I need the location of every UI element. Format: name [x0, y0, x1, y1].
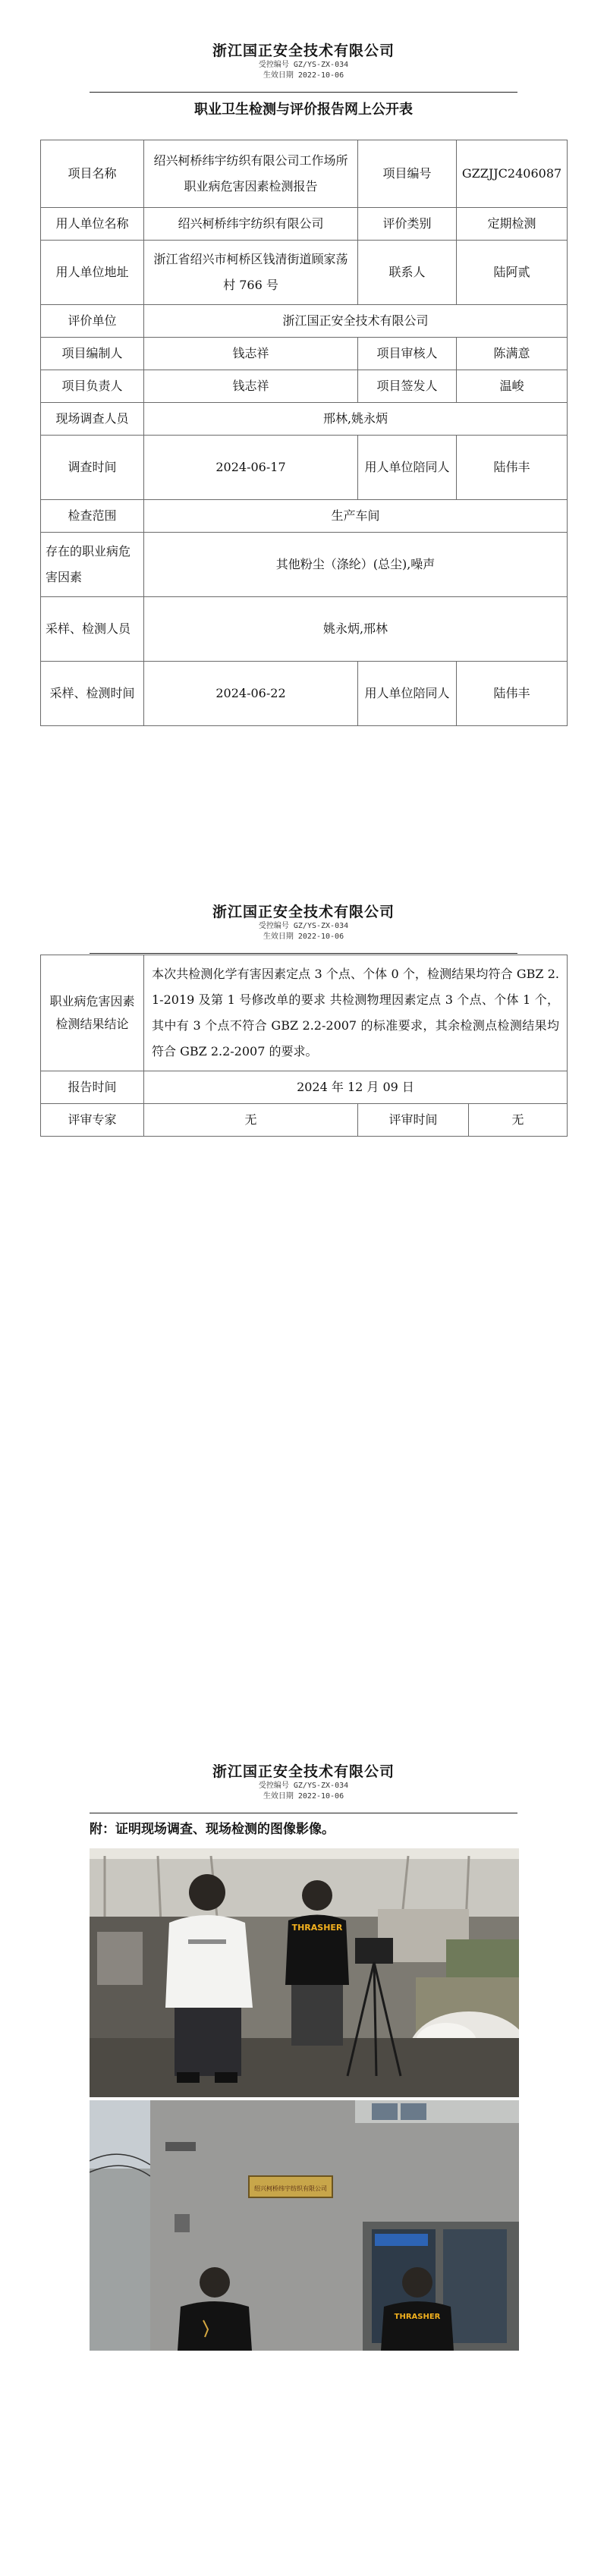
company-name: 浙江国正安全技术有限公司	[212, 1763, 395, 1780]
surveyors: 邢林,姚永炳	[144, 403, 568, 436]
doc-code: 受控编号 GZ/YS-ZX-034	[258, 61, 349, 69]
surveyors-label: 现场调查人员	[41, 403, 144, 436]
samplers-label: 采样、检测人员	[41, 597, 144, 662]
expert: 无	[144, 1104, 358, 1137]
page3-header	[0, 1763, 607, 1802]
report-date: 2024 年 12 月 09 日	[144, 1071, 568, 1104]
table-row	[41, 597, 568, 662]
expert-label: 评审专家	[41, 1104, 144, 1137]
eval-unit: 浙江国正安全技术有限公司	[144, 305, 568, 338]
author-label: 项目编制人	[41, 338, 144, 370]
field-survey-image	[90, 1848, 519, 2097]
employer: 绍兴柯桥纬宇纺织有限公司	[144, 208, 358, 241]
shirt-text: THRASHER	[394, 2313, 441, 2321]
header-rule	[90, 953, 517, 954]
issuer-label: 项目签发人	[358, 370, 457, 403]
address: 浙江省绍兴市柯桥区钱清街道顾家荡村 766 号	[144, 241, 358, 305]
annex-title: 附：证明现场调查、现场检测的图像影像。	[90, 1822, 335, 1837]
contact-label: 联系人	[358, 241, 457, 305]
eval-type-label: 评价类别	[358, 208, 457, 241]
table-row	[41, 338, 568, 370]
effective-date: 生效日期 2022-10-06	[263, 1792, 344, 1801]
header-rule	[90, 92, 517, 93]
leader-label: 项目负责人	[41, 370, 144, 403]
project-name-label: 项目名称	[41, 140, 144, 208]
project-no: GZZJJC2406087	[457, 140, 568, 208]
page1-header	[0, 42, 607, 81]
conclusion-text: 本次共检测化学有害因素定点 3 个点、个体 0 个，检测结果均符合 GBZ 2.1-2019 及第 1 号修改单的要求 共检测物理因素定点 3 个点、个体 1 个，其中有 3 个点不符合 GBZ 2.2-2007 的标准要求，其余检测点检测结果均符合 GBZ 2.2-2007 的要求。	[144, 955, 568, 1071]
sample-date: 2024-06-22	[144, 662, 358, 726]
page2-header	[0, 903, 607, 942]
issuer: 温峻	[457, 370, 568, 403]
project-no-label: 项目编号	[358, 140, 457, 208]
scope: 生产车间	[144, 500, 568, 533]
table-row	[41, 370, 568, 403]
company-name: 浙江国正安全技术有限公司	[212, 42, 395, 59]
table-row	[41, 955, 568, 1071]
companion: 陆伟丰	[457, 436, 568, 500]
shirt-text: THRASHER	[291, 1923, 343, 1933]
reviewer-label: 项目审核人	[358, 338, 457, 370]
page-title: 职业卫生检测与评价报告网上公开表	[194, 102, 413, 118]
conclusion-label: 职业病危害因素检测结果结论	[41, 955, 144, 1071]
sample-date-label: 采样、检测时间	[41, 662, 144, 726]
survey-date: 2024-06-17	[144, 436, 358, 500]
hazards-label: 存在的职业病危害因素	[41, 533, 144, 597]
table-row	[41, 403, 568, 436]
table-row	[41, 140, 568, 208]
survey-date-label: 调查时间	[41, 436, 144, 500]
field-detection-photo	[90, 2100, 519, 2351]
reviewer: 陈满意	[457, 338, 568, 370]
report-info-table	[40, 140, 568, 726]
eval-type: 定期检测	[457, 208, 568, 241]
review-time: 无	[469, 1104, 568, 1137]
scope-label: 检查范围	[41, 500, 144, 533]
company-sign-text: 绍兴柯桥纬宇纺织有限公司	[254, 2185, 327, 2192]
conclusion-table	[40, 955, 568, 1137]
effective-date: 生效日期 2022-10-06	[263, 933, 344, 941]
table-row	[41, 500, 568, 533]
table-row	[41, 241, 568, 305]
leader: 钱志祥	[144, 370, 358, 403]
table-row	[41, 1104, 568, 1137]
table-row	[41, 533, 568, 597]
eval-unit-label: 评价单位	[41, 305, 144, 338]
company-name: 浙江国正安全技术有限公司	[212, 904, 395, 920]
companion-label: 用人单位陪同人	[358, 436, 457, 500]
field-detection-image	[90, 2100, 519, 2351]
doc-code: 受控编号 GZ/YS-ZX-034	[258, 1782, 349, 1790]
samplers: 姚永炳,邢林	[144, 597, 568, 662]
table-row	[41, 436, 568, 500]
table-row	[41, 208, 568, 241]
table-row	[41, 662, 568, 726]
hazards: 其他粉尘（涤纶）(总尘),噪声	[144, 533, 568, 597]
address-label: 用人单位地址	[41, 241, 144, 305]
field-survey-photo	[90, 1848, 519, 2097]
project-name: 绍兴柯桥纬宇纺织有限公司工作场所职业病危害因素检测报告	[144, 140, 358, 208]
report-date-label: 报告时间	[41, 1071, 144, 1104]
doc-code: 受控编号 GZ/YS-ZX-034	[258, 922, 349, 930]
companion2: 陆伟丰	[457, 662, 568, 726]
author: 钱志祥	[144, 338, 358, 370]
contact: 陆阿贰	[457, 241, 568, 305]
table-row	[41, 1071, 568, 1104]
employer-label: 用人单位名称	[41, 208, 144, 241]
effective-date: 生效日期 2022-10-06	[263, 71, 344, 80]
review-time-label: 评审时间	[358, 1104, 469, 1137]
companion2-label: 用人单位陪同人	[358, 662, 457, 726]
table-row	[41, 305, 568, 338]
